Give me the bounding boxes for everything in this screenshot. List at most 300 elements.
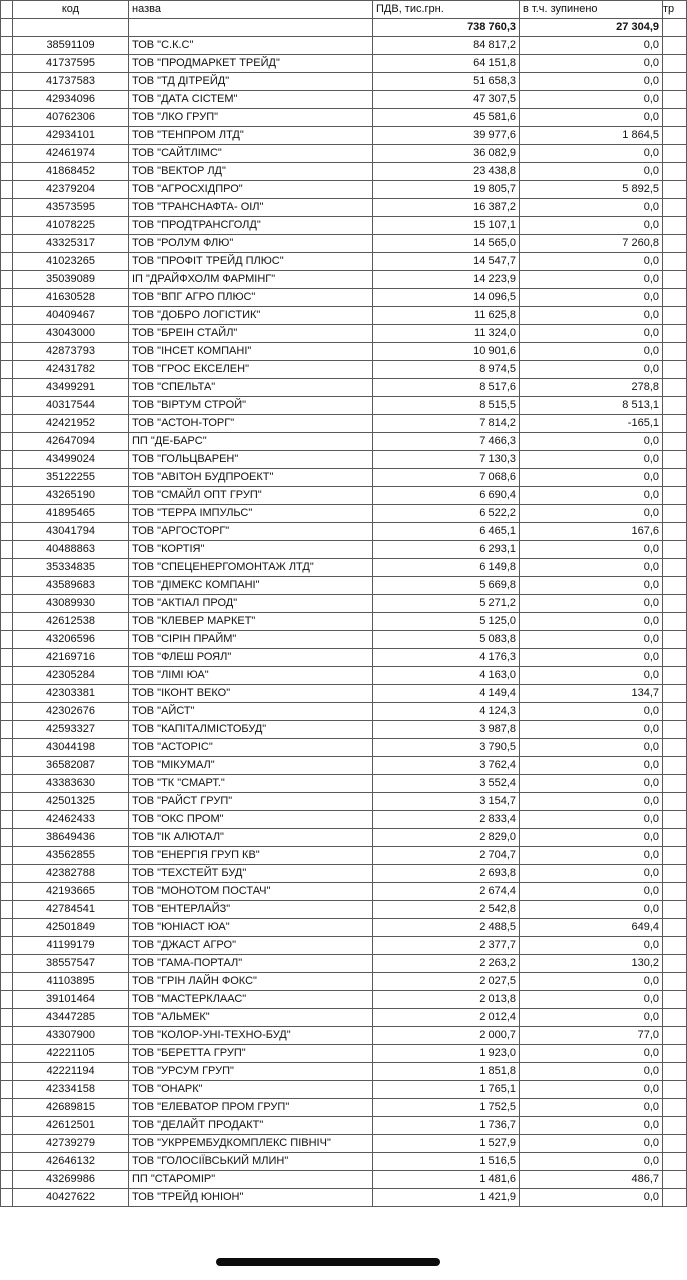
company-name: ТОВ "СПЕЛЬТА" xyxy=(129,379,373,397)
row-edge-cell xyxy=(1,613,13,631)
stopped-amount: 0,0 xyxy=(520,541,663,559)
extra-cell xyxy=(663,91,687,109)
stopped-amount: 0,0 xyxy=(520,1081,663,1099)
stopped-amount: 134,7 xyxy=(520,685,663,703)
company-name: ПП "СТАРОМІР" xyxy=(129,1171,373,1189)
table-row xyxy=(1,217,687,235)
row-edge-cell xyxy=(1,1171,13,1189)
vat-amount: 11 324,0 xyxy=(373,325,520,343)
row-edge-cell xyxy=(1,163,13,181)
company-code: 42739279 xyxy=(13,1135,129,1153)
company-name: ТОВ "ПРОДМАРКЕТ ТРЕЙД" xyxy=(129,55,373,73)
company-code: 41737583 xyxy=(13,73,129,91)
stopped-amount: 0,0 xyxy=(520,307,663,325)
vat-amount: 15 107,1 xyxy=(373,217,520,235)
extra-cell xyxy=(663,1135,687,1153)
row-edge-cell xyxy=(1,649,13,667)
company-name: ТОВ "ТД ДІТРЕЙД" xyxy=(129,73,373,91)
company-code: 41630528 xyxy=(13,289,129,307)
company-code: 42462433 xyxy=(13,811,129,829)
extra-cell xyxy=(663,1189,687,1207)
extra-cell xyxy=(663,253,687,271)
vat-amount: 2 693,8 xyxy=(373,865,520,883)
extra-cell xyxy=(663,433,687,451)
row-edge-cell xyxy=(1,415,13,433)
stopped-amount: 0,0 xyxy=(520,757,663,775)
vat-amount: 7 814,2 xyxy=(373,415,520,433)
row-edge-cell xyxy=(1,361,13,379)
vat-amount: 7 466,3 xyxy=(373,433,520,451)
company-code: 42461974 xyxy=(13,145,129,163)
table-row xyxy=(1,685,687,703)
stopped-amount: 1 864,5 xyxy=(520,127,663,145)
extra-cell xyxy=(663,973,687,991)
extra-cell xyxy=(663,289,687,307)
table-row xyxy=(1,163,687,181)
row-edge-cell xyxy=(1,757,13,775)
row-edge-cell xyxy=(1,865,13,883)
row-edge-cell xyxy=(1,73,13,91)
totals-row xyxy=(1,19,687,37)
table-row xyxy=(1,991,687,1009)
company-name: ІП "ДРАЙФХОЛМ ФАРМІНГ" xyxy=(129,271,373,289)
row-edge-cell xyxy=(1,523,13,541)
company-name: ТОВ "ІНСЕТ КОМПАНІ" xyxy=(129,343,373,361)
vat-amount: 1 851,8 xyxy=(373,1063,520,1081)
table-row xyxy=(1,811,687,829)
vat-amount: 14 096,5 xyxy=(373,289,520,307)
extra-cell xyxy=(663,937,687,955)
table-row xyxy=(1,757,687,775)
company-name: ТОВ "АРГОСТОРГ" xyxy=(129,523,373,541)
table-row xyxy=(1,1063,687,1081)
vat-amount: 8 517,6 xyxy=(373,379,520,397)
vat-amount: 3 552,4 xyxy=(373,775,520,793)
row-edge-cell xyxy=(1,127,13,145)
company-name: ТОВ "ЮНІАСТ ЮА" xyxy=(129,919,373,937)
company-code: 43089930 xyxy=(13,595,129,613)
company-name: ТОВ "МОНОТОМ ПОСТАЧ" xyxy=(129,883,373,901)
extra-cell xyxy=(663,307,687,325)
vat-amount: 2 542,8 xyxy=(373,901,520,919)
stopped-amount: 77,0 xyxy=(520,1027,663,1045)
company-code: 39101464 xyxy=(13,991,129,1009)
stopped-amount: 0,0 xyxy=(520,1099,663,1117)
stopped-amount: 0,0 xyxy=(520,829,663,847)
company-name: ТОВ "СПЕЦЕНЕРГОМОНТАЖ ЛТД" xyxy=(129,559,373,577)
stopped-amount: 0,0 xyxy=(520,1153,663,1171)
extra-cell xyxy=(663,847,687,865)
row-edge-cell xyxy=(1,325,13,343)
vat-amount: 5 083,8 xyxy=(373,631,520,649)
table-row xyxy=(1,1027,687,1045)
company-code: 43041794 xyxy=(13,523,129,541)
row-edge-cell xyxy=(1,1189,13,1207)
extra-cell xyxy=(663,1063,687,1081)
extra-cell xyxy=(663,1009,687,1027)
company-code: 42169716 xyxy=(13,649,129,667)
table-row xyxy=(1,289,687,307)
table-row xyxy=(1,415,687,433)
company-name: ТОВ "ГОЛЬЦВАРЕН" xyxy=(129,451,373,469)
extra-cell xyxy=(663,559,687,577)
table-row xyxy=(1,955,687,973)
table-row xyxy=(1,145,687,163)
table-row xyxy=(1,901,687,919)
stopped-amount: 0,0 xyxy=(520,199,663,217)
vat-amount: 1 752,5 xyxy=(373,1099,520,1117)
extra-cell xyxy=(663,199,687,217)
extra-cell xyxy=(663,829,687,847)
table-row xyxy=(1,937,687,955)
company-name: ТОВ "УРСУМ ГРУП" xyxy=(129,1063,373,1081)
stopped-amount: 0,0 xyxy=(520,775,663,793)
extra-cell xyxy=(663,451,687,469)
company-name: ТОВ "КОРТІЯ" xyxy=(129,541,373,559)
extra-cell xyxy=(663,415,687,433)
stopped-amount: 0,0 xyxy=(520,289,663,307)
company-name: ТОВ "ПРОФІТ ТРЕЙД ПЛЮС" xyxy=(129,253,373,271)
extra-cell xyxy=(663,1153,687,1171)
stopped-amount: 0,0 xyxy=(520,1135,663,1153)
stopped-amount: 0,0 xyxy=(520,91,663,109)
table-row xyxy=(1,109,687,127)
company-code: 43383630 xyxy=(13,775,129,793)
extra-cell xyxy=(663,919,687,937)
extra-cell xyxy=(663,1081,687,1099)
vat-amount: 1 736,7 xyxy=(373,1117,520,1135)
vat-amount: 4 124,3 xyxy=(373,703,520,721)
company-code: 42221194 xyxy=(13,1063,129,1081)
extra-cell xyxy=(663,595,687,613)
company-code: 43447285 xyxy=(13,1009,129,1027)
vat-amount: 51 658,3 xyxy=(373,73,520,91)
row-edge-cell xyxy=(1,91,13,109)
stopped-amount: 5 892,5 xyxy=(520,181,663,199)
company-name: ТОВ "ІКОНТ ВЕКО" xyxy=(129,685,373,703)
table-row xyxy=(1,1009,687,1027)
table-row xyxy=(1,253,687,271)
company-name: ТОВ "ГРІН ЛАЙН ФОКС" xyxy=(129,973,373,991)
stopped-amount: 0,0 xyxy=(520,469,663,487)
company-name: ТОВ "БРЕІН СТАЙЛ" xyxy=(129,325,373,343)
vat-amount: 3 762,4 xyxy=(373,757,520,775)
stopped-amount: 0,0 xyxy=(520,703,663,721)
table-row xyxy=(1,1081,687,1099)
row-edge-cell xyxy=(1,397,13,415)
row-edge-cell xyxy=(1,703,13,721)
extra-cell xyxy=(663,469,687,487)
company-code: 43562855 xyxy=(13,847,129,865)
row-edge-cell xyxy=(1,1153,13,1171)
company-code: 35039089 xyxy=(13,271,129,289)
stopped-amount: 0,0 xyxy=(520,649,663,667)
row-edge-cell xyxy=(1,937,13,955)
company-code: 40488863 xyxy=(13,541,129,559)
vat-amount: 11 625,8 xyxy=(373,307,520,325)
vat-amount: 1 481,6 xyxy=(373,1171,520,1189)
company-name: ТОВ "ПРОДТРАНСГОЛД" xyxy=(129,217,373,235)
extra-cell xyxy=(663,487,687,505)
company-code: 43044198 xyxy=(13,739,129,757)
stopped-amount: 0,0 xyxy=(520,631,663,649)
extra-cell xyxy=(663,577,687,595)
table-row xyxy=(1,847,687,865)
table-row xyxy=(1,1189,687,1207)
company-code: 38557547 xyxy=(13,955,129,973)
company-code: 42305284 xyxy=(13,667,129,685)
vat-amount: 2 013,8 xyxy=(373,991,520,1009)
table-row xyxy=(1,307,687,325)
company-name: ТОВ "ЕНЕРГІЯ ГРУП КВ" xyxy=(129,847,373,865)
row-edge-cell xyxy=(1,379,13,397)
company-name: ТОВ "ТРЕЙД ЮНІОН" xyxy=(129,1189,373,1207)
company-code: 42646132 xyxy=(13,1153,129,1171)
company-code: 42221105 xyxy=(13,1045,129,1063)
stopped-amount: 0,0 xyxy=(520,847,663,865)
row-edge-cell xyxy=(1,145,13,163)
company-code: 40427622 xyxy=(13,1189,129,1207)
vat-amount: 64 151,8 xyxy=(373,55,520,73)
row-edge-cell xyxy=(1,1063,13,1081)
vat-amount: 2 704,7 xyxy=(373,847,520,865)
company-name: ТОВ "КЛЕВЕР МАРКЕТ" xyxy=(129,613,373,631)
company-code: 41103895 xyxy=(13,973,129,991)
row-edge-cell xyxy=(1,199,13,217)
table-row xyxy=(1,397,687,415)
stopped-amount: 0,0 xyxy=(520,613,663,631)
code-column-header: код xyxy=(13,1,129,19)
company-name: ТОВ "АСТОН-ТОРГ" xyxy=(129,415,373,433)
extra-cell xyxy=(663,1027,687,1045)
company-name: ТОВ "ТРАНСНАФТА- ОІЛ" xyxy=(129,199,373,217)
row-edge-cell xyxy=(1,289,13,307)
table-row xyxy=(1,1099,687,1117)
totals-extra-cell xyxy=(663,19,687,37)
row-edge-cell xyxy=(1,253,13,271)
stopped-amount: 167,6 xyxy=(520,523,663,541)
table-row xyxy=(1,1171,687,1189)
table-row xyxy=(1,775,687,793)
company-code: 42934096 xyxy=(13,91,129,109)
table-row xyxy=(1,1117,687,1135)
stopped-amount: 0,0 xyxy=(520,451,663,469)
company-name: ТОВ "РОЛУМ ФЛЮ" xyxy=(129,235,373,253)
row-edge-cell xyxy=(1,991,13,1009)
stopped-amount: 0,0 xyxy=(520,145,663,163)
vat-amount: 39 977,6 xyxy=(373,127,520,145)
extra-cell xyxy=(663,865,687,883)
company-code: 43269986 xyxy=(13,1171,129,1189)
table-row xyxy=(1,559,687,577)
stopped-amount: 0,0 xyxy=(520,55,663,73)
company-code: 42689815 xyxy=(13,1099,129,1117)
company-code: 41023265 xyxy=(13,253,129,271)
table-row xyxy=(1,649,687,667)
extra-cell xyxy=(663,73,687,91)
company-code: 42612538 xyxy=(13,613,129,631)
row-edge-cell xyxy=(1,775,13,793)
company-name: ТОВ "ЛІМІ ЮА" xyxy=(129,667,373,685)
company-code: 43043000 xyxy=(13,325,129,343)
table-row xyxy=(1,739,687,757)
company-name: ТОВ "ТЕНПРОМ ЛТД" xyxy=(129,127,373,145)
extra-cell xyxy=(663,397,687,415)
vat-amount: 1 527,9 xyxy=(373,1135,520,1153)
stopped-amount: 0,0 xyxy=(520,667,663,685)
company-name: ТОВ "СІРІН ПРАЙМ" xyxy=(129,631,373,649)
table-row xyxy=(1,793,687,811)
company-name: ТОВ "КАПІТАЛМІСТОБУД" xyxy=(129,721,373,739)
table-row xyxy=(1,271,687,289)
company-code: 41895465 xyxy=(13,505,129,523)
stopped-amount: 0,0 xyxy=(520,937,663,955)
extra-cell xyxy=(663,613,687,631)
vat-amount: 8 515,5 xyxy=(373,397,520,415)
company-name: ТОВ "ДАТА СІСТЕМ" xyxy=(129,91,373,109)
company-code: 42934101 xyxy=(13,127,129,145)
row-edge-cell xyxy=(1,559,13,577)
stopped-amount: 0,0 xyxy=(520,37,663,55)
company-name: ТОВ "ТК "СМАРТ." xyxy=(129,775,373,793)
table-row xyxy=(1,541,687,559)
vat-amount: 2 377,7 xyxy=(373,937,520,955)
table-row xyxy=(1,325,687,343)
company-name: ТОВ "ІК АЛЮТАЛ" xyxy=(129,829,373,847)
company-code: 43307900 xyxy=(13,1027,129,1045)
extra-cell xyxy=(663,901,687,919)
stopped-amount: 7 260,8 xyxy=(520,235,663,253)
vat-amount: 4 176,3 xyxy=(373,649,520,667)
extra-cell xyxy=(663,991,687,1009)
vat-amount: 47 307,5 xyxy=(373,91,520,109)
extra-cell xyxy=(663,361,687,379)
table-row xyxy=(1,73,687,91)
company-name: ТОВ "ВПГ АГРО ПЛЮС" xyxy=(129,289,373,307)
row-edge-cell xyxy=(1,1045,13,1063)
vat-amount: 5 271,2 xyxy=(373,595,520,613)
row-edge-cell xyxy=(1,1,13,19)
extra-cell xyxy=(663,127,687,145)
company-name: ПП "ДЕ-БАРС" xyxy=(129,433,373,451)
stopped-amount: 486,7 xyxy=(520,1171,663,1189)
row-edge-cell xyxy=(1,19,13,37)
company-name: ТОВ "ТЕХСТЕЙТ БУД" xyxy=(129,865,373,883)
vat-amount: 5 125,0 xyxy=(373,613,520,631)
company-code: 42873793 xyxy=(13,343,129,361)
company-code: 43589683 xyxy=(13,577,129,595)
vat-amount: 84 817,2 xyxy=(373,37,520,55)
extra-cell xyxy=(663,505,687,523)
table-row xyxy=(1,199,687,217)
row-edge-cell xyxy=(1,235,13,253)
vat-amount: 36 082,9 xyxy=(373,145,520,163)
stopped-amount: 0,0 xyxy=(520,901,663,919)
vat-amount: 14 547,7 xyxy=(373,253,520,271)
company-code: 42431782 xyxy=(13,361,129,379)
company-code: 42593327 xyxy=(13,721,129,739)
company-code: 40409467 xyxy=(13,307,129,325)
stopped-amount: 0,0 xyxy=(520,1189,663,1207)
vat-amount: 14 223,9 xyxy=(373,271,520,289)
row-edge-cell xyxy=(1,595,13,613)
company-code: 43325317 xyxy=(13,235,129,253)
company-name: ТОВ "КОЛОР-УНІ-ТЕХНО-БУД" xyxy=(129,1027,373,1045)
row-edge-cell xyxy=(1,541,13,559)
row-edge-cell xyxy=(1,577,13,595)
stopped-amount: 0,0 xyxy=(520,883,663,901)
stopped-amount: 649,4 xyxy=(520,919,663,937)
vat-amount: 2 829,0 xyxy=(373,829,520,847)
table-row xyxy=(1,37,687,55)
extra-cell xyxy=(663,703,687,721)
company-code: 43499024 xyxy=(13,451,129,469)
table-row xyxy=(1,469,687,487)
stopped-amount: 0,0 xyxy=(520,793,663,811)
extra-cell xyxy=(663,1171,687,1189)
vat-amount: 3 790,5 xyxy=(373,739,520,757)
vat-amount: 2 674,4 xyxy=(373,883,520,901)
row-edge-cell xyxy=(1,451,13,469)
stopped-amount: 0,0 xyxy=(520,73,663,91)
row-edge-cell xyxy=(1,721,13,739)
company-code: 42379204 xyxy=(13,181,129,199)
row-edge-cell xyxy=(1,37,13,55)
extra-cell xyxy=(663,775,687,793)
vat-amount: 3 154,7 xyxy=(373,793,520,811)
stopped-amount: 0,0 xyxy=(520,361,663,379)
extra-cell xyxy=(663,271,687,289)
extra-cell xyxy=(663,631,687,649)
vat-amount: 16 387,2 xyxy=(373,199,520,217)
stopped-amount: 0,0 xyxy=(520,1117,663,1135)
vat-amount: 23 438,8 xyxy=(373,163,520,181)
company-code: 42382788 xyxy=(13,865,129,883)
company-name: ТОВ "ЕЛЕВАТОР ПРОМ ГРУП" xyxy=(129,1099,373,1117)
company-code: 42334158 xyxy=(13,1081,129,1099)
row-edge-cell xyxy=(1,973,13,991)
row-edge-cell xyxy=(1,1117,13,1135)
vat-amount: 1 923,0 xyxy=(373,1045,520,1063)
extra-cell xyxy=(663,739,687,757)
company-name: ТОВ "С.К.С" xyxy=(129,37,373,55)
company-name: ТОВ "ТЕРРА ІМПУЛЬС" xyxy=(129,505,373,523)
company-code: 40317544 xyxy=(13,397,129,415)
company-code: 42501849 xyxy=(13,919,129,937)
stopped-amount: 0,0 xyxy=(520,433,663,451)
company-name: ТОВ "АКТІАЛ ПРОД" xyxy=(129,595,373,613)
extra-cell xyxy=(663,883,687,901)
company-name: ТОВ "АСТОРІС" xyxy=(129,739,373,757)
table-row xyxy=(1,1135,687,1153)
table-row xyxy=(1,523,687,541)
vat-amount: 6 465,1 xyxy=(373,523,520,541)
company-code: 42303381 xyxy=(13,685,129,703)
table-row xyxy=(1,721,687,739)
row-edge-cell xyxy=(1,667,13,685)
vat-amount: 2 833,4 xyxy=(373,811,520,829)
stopped-amount: 0,0 xyxy=(520,577,663,595)
vat-amount: 45 581,6 xyxy=(373,109,520,127)
row-edge-cell xyxy=(1,55,13,73)
company-name: ТОВ "ГРОС ЕКСЕЛЕН" xyxy=(129,361,373,379)
company-code: 43499291 xyxy=(13,379,129,397)
stopped-amount: 0,0 xyxy=(520,991,663,1009)
company-code: 38649436 xyxy=(13,829,129,847)
totals-code-cell xyxy=(13,19,129,37)
row-edge-cell xyxy=(1,343,13,361)
company-name: ТОВ "ОКС ПРОМ" xyxy=(129,811,373,829)
